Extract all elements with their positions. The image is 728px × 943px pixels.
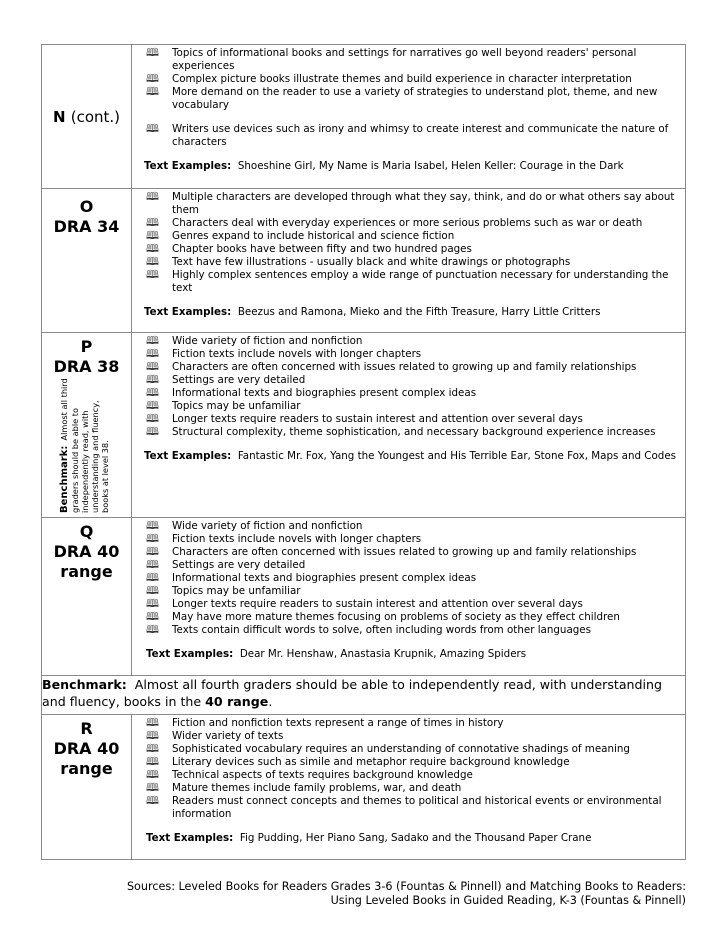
feature-list — [144, 717, 679, 821]
feature-list — [144, 47, 679, 149]
book-icon: 🕮 — [146, 532, 159, 545]
level-row-r — [42, 715, 686, 860]
book-icon: 🕮 — [146, 584, 159, 597]
level-cell — [42, 518, 132, 676]
level-label — [42, 518, 131, 582]
book-icon: 🕮 — [146, 347, 159, 360]
level-row-o — [42, 189, 686, 333]
text-examples: Text Examples: Dear Mr. Henshaw, Anastasia Krupnik, Amazing Spiders — [146, 648, 527, 660]
level-letter: N — [52, 107, 66, 126]
book-icon: 🕮 — [146, 623, 159, 636]
text-examples: Text Examples: Shoeshine Girl, My Name is Maria Isabel, Helen Keller: Courage in the Dark — [144, 160, 624, 172]
book-icon: 🕮 — [146, 216, 159, 229]
text-examples: Text Examples: Fig Pudding, Her Piano Sang, Sadako and the Thousand Paper Crane — [146, 832, 592, 844]
list-item: 🕮 Informational texts and biographies present complex ideas — [146, 386, 477, 399]
list-item: 🕮 Characters deal with everyday experiences or more serious problems such as war or death — [146, 216, 643, 229]
level-letter: P — [80, 337, 93, 356]
dra-range: range — [60, 562, 113, 581]
book-icon: 🕮 — [146, 716, 159, 729]
level-letter: Q — [79, 522, 94, 541]
list-item: 🕮 Wide variety of fiction and nonfiction — [146, 334, 363, 347]
book-icon: 🕮 — [146, 334, 159, 347]
level-description — [132, 518, 686, 676]
list-item: 🕮 Characters are often concerned with issues related to growing up and family relationships — [146, 545, 637, 558]
list-item: 🕮 Complex picture books illustrate themes and build experience in character interpretation — [146, 72, 632, 85]
book-icon: 🕮 — [146, 242, 159, 255]
level-cell — [42, 715, 132, 860]
text-examples: Text Examples: Beezus and Ramona, Mieko and the Fifth Treasure, Harry Little Critters — [144, 306, 601, 318]
list-item: 🕮 Technical aspects of texts requires background knowledge — [146, 768, 473, 781]
benchmark-cell: Benchmark: Almost all fourth graders should be able to independently read, with understanding and fluency, books in the 40 range. — [42, 676, 686, 715]
benchmark-label: Benchmark: — [42, 677, 127, 692]
list-item: 🕮 Topics may be unfamiliar — [146, 399, 301, 412]
sources-line: Using Leveled Books in Guided Reading, K-3 (Fountas & Pinnell) — [330, 894, 686, 907]
list-item: 🕮 Fiction texts include novels with longer chapters — [146, 347, 422, 360]
sources-line: Sources: Leveled Books for Readers Grades 3-6 (Fountas & Pinnell) and Matching Books to Readers: — [126, 880, 686, 893]
level-description — [132, 333, 686, 518]
list-item: 🕮 Topics of informational books and settings for narratives go well beyond readers' personal experiences — [146, 46, 637, 72]
list-item: 🕮 Wide variety of fiction and nonfiction — [146, 519, 363, 532]
list-item: 🕮 Texts contain difficult words to solve, often including words from other languages — [146, 623, 591, 636]
feature-list — [144, 335, 679, 439]
book-icon: 🕮 — [146, 425, 159, 438]
book-icon: 🕮 — [146, 72, 159, 85]
list-item: 🕮 Longer texts require readers to sustain interest and attention over several days — [146, 412, 583, 425]
list-item: 🕮 Genres expand to include historical and science fiction — [146, 229, 455, 242]
list-item: 🕮 Mature themes include family problems, war, and death — [146, 781, 462, 794]
list-item: 🕮 Topics may be unfamiliar — [146, 584, 301, 597]
list-item: 🕮 Longer texts require readers to sustain interest and attention over several days — [146, 597, 583, 610]
level-label — [42, 107, 131, 127]
list-item: 🕮 Text have few illustrations - usually black and white drawings or photographs — [146, 255, 571, 268]
book-icon: 🕮 — [146, 794, 159, 807]
benchmark-row — [42, 676, 686, 715]
level-row-q — [42, 518, 686, 676]
book-icon: 🕮 — [146, 268, 159, 281]
level-row-p — [42, 333, 686, 518]
list-item: 🕮 Settings are very detailed — [146, 373, 306, 386]
list-item: 🕮 Literary devices such as simile and metaphor require background knowledge — [146, 755, 570, 768]
book-icon: 🕮 — [146, 412, 159, 425]
dra-level: DRA 34 — [53, 217, 120, 236]
benchmark-text: Almost all fourth graders should be able to independently read, with understanding and fluency, books in the — [42, 677, 662, 709]
list-item: 🕮 Chapter books have between fifty and two hundred pages — [146, 242, 472, 255]
list-item: 🕮 Characters are often concerned with issues related to growing up and family relationships — [146, 360, 637, 373]
book-icon: 🕮 — [146, 610, 159, 623]
reading-levels-table — [41, 44, 686, 860]
book-icon: 🕮 — [146, 742, 159, 755]
level-cell — [42, 189, 132, 333]
text-examples: Text Examples: Fantastic Mr. Fox, Yang the Youngest and His Terrible Ear, Stone Fox, Maps and Codes — [144, 450, 677, 462]
level-label — [42, 333, 131, 377]
level-cell — [42, 45, 132, 189]
book-icon: 🕮 — [146, 729, 159, 742]
list-item: 🕮 Sophisticated vocabulary requires an understanding of connotative shadings of meaning — [146, 742, 630, 755]
list-item: 🕮 Settings are very detailed — [146, 558, 306, 571]
level-description — [132, 45, 686, 189]
list-item: 🕮 Structural complexity, theme sophistication, and necessary background experience increases — [146, 425, 656, 438]
benchmark-text: Almost all third graders should be able to independently read, with understanding and fluency, books at level 38. — [59, 378, 110, 513]
level-letter: R — [80, 719, 93, 738]
book-icon: 🕮 — [146, 399, 159, 412]
side-benchmark-note — [59, 377, 110, 513]
list-item: 🕮 Informational texts and biographies present complex ideas — [146, 571, 477, 584]
feature-list — [144, 520, 679, 637]
benchmark-range: 40 range — [205, 694, 269, 709]
list-item: 🕮 Wider variety of texts — [146, 729, 284, 742]
list-item: 🕮 Highly complex sentences employ a wide range of punctuation necessary for understanding the text — [146, 268, 669, 294]
book-icon: 🕮 — [146, 571, 159, 584]
dra-range: range — [60, 759, 113, 778]
book-icon: 🕮 — [146, 373, 159, 386]
level-label — [42, 189, 131, 237]
book-icon: 🕮 — [146, 386, 159, 399]
book-icon: 🕮 — [146, 85, 159, 98]
book-icon: 🕮 — [146, 781, 159, 794]
book-icon: 🕮 — [146, 190, 159, 203]
book-icon: 🕮 — [146, 360, 159, 373]
level-description — [132, 189, 686, 333]
level-letter: O — [79, 197, 94, 216]
list-item: 🕮 Readers must connect concepts and themes to political and historical events or environmental information — [146, 794, 662, 820]
book-icon: 🕮 — [146, 122, 159, 135]
feature-list — [144, 191, 679, 295]
book-icon: 🕮 — [146, 558, 159, 571]
book-icon: 🕮 — [146, 597, 159, 610]
list-item: 🕮 More demand on the reader to use a variety of strategies to understand plot, theme, and new vocabulary — [146, 85, 658, 111]
benchmark-label: Benchmark: — [59, 445, 70, 513]
book-icon: 🕮 — [146, 255, 159, 268]
book-icon: 🕮 — [146, 768, 159, 781]
dra-level: DRA 38 — [53, 357, 120, 376]
level-suffix: (cont.) — [70, 107, 121, 126]
book-icon: 🕮 — [146, 46, 159, 59]
book-icon: 🕮 — [146, 229, 159, 242]
dra-level: DRA 40 — [53, 739, 120, 758]
list-item: 🕮 Fiction and nonfiction texts represent a range of times in history — [146, 716, 504, 729]
level-description — [132, 715, 686, 860]
book-icon: 🕮 — [146, 545, 159, 558]
list-item: 🕮 Fiction texts include novels with longer chapters — [146, 532, 422, 545]
level-cell — [42, 333, 132, 518]
book-icon: 🕮 — [146, 519, 159, 532]
sources-footer — [86, 880, 686, 908]
level-row-n — [42, 45, 686, 189]
book-icon: 🕮 — [146, 755, 159, 768]
list-item: 🕮 Writers use devices such as irony and whimsy to create interest and communicate the nature of characters — [146, 122, 669, 148]
list-item: 🕮 Multiple characters are developed through what they say, think, and do or what others say about them — [146, 190, 675, 216]
dra-level: DRA 40 — [53, 542, 120, 561]
list-item: 🕮 May have more mature themes focusing on problems of society as they effect children — [146, 610, 620, 623]
level-label — [42, 715, 131, 779]
